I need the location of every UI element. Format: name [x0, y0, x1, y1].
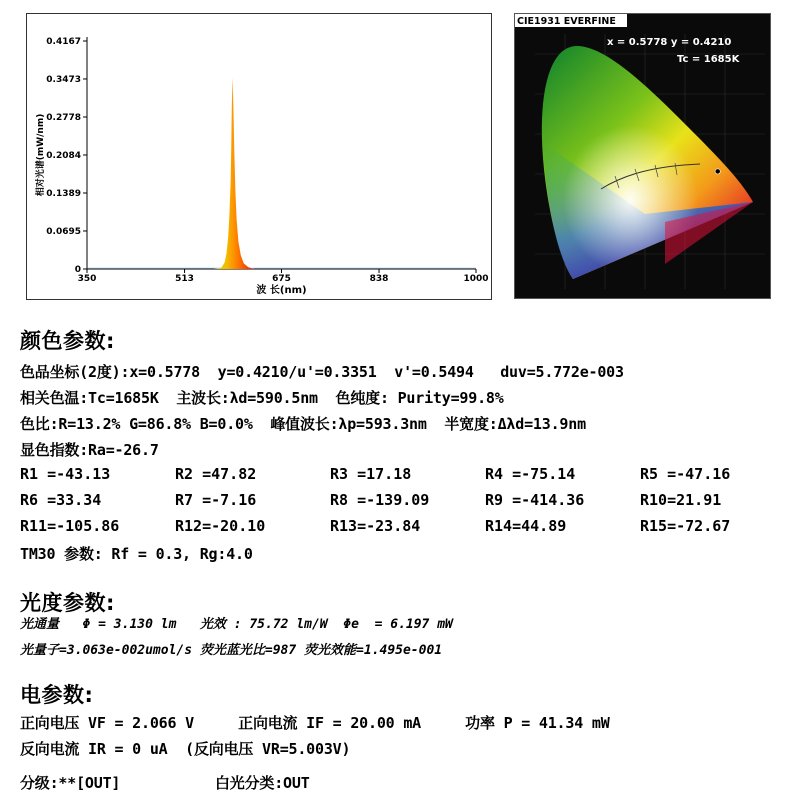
ri-value: R7 =-7.16 [175, 491, 257, 509]
ri-value: R4 =-75.14 [485, 465, 576, 483]
ri-row [20, 461, 795, 487]
spectrum-peak-area [213, 78, 255, 270]
ri-value: R8 =-139.09 [330, 491, 430, 509]
photometric-params-title: 光度参数: [20, 591, 115, 615]
ri-row [20, 487, 795, 513]
y-tick-label: 0 [74, 265, 81, 275]
cie-diagram-panel [514, 13, 771, 299]
ri-row [20, 513, 795, 539]
y-tick-label: 0.2084 [46, 150, 81, 161]
ri-value: R13=-23.84 [330, 517, 421, 535]
forward-electrical-line: 正向电压 VF = 2.066 V 正向电流 IF = 20.00 mA 功率 P = 41.34 mW [20, 714, 610, 732]
x-tick-label: 350 [77, 274, 97, 284]
x-tick-label: 1000 [463, 274, 489, 284]
ri-value: R1 =-43.13 [20, 465, 111, 483]
x-tick-label: 838 [369, 274, 389, 284]
chromaticity-line: 色品坐标(2度):x=0.5778 y=0.4210/u'=0.3351 v'=0.5494 duv=5.772e-003 [20, 363, 624, 381]
ri-values-table [20, 461, 795, 539]
ri-value: R10=21.91 [640, 491, 722, 509]
chromaticity-point [715, 169, 720, 174]
grade-label: 分级:**[OUT] [20, 774, 121, 792]
cri-line: 显色指数:Ra=-26.7 [20, 441, 159, 459]
color-ratio-line: 色比:R=13.2% G=86.8% B=0.0% 峰值波长:λp=593.3nm 半宽度:Δλd=13.9nm [20, 415, 586, 433]
spectrum-chart [27, 14, 491, 299]
cct-line: 相关色温:Tc=1685K 主波长:λd=590.5nm 色纯度: Purity=99.8% [20, 389, 504, 407]
ri-value: R15=-72.67 [640, 517, 731, 535]
ri-value: R9 =-414.36 [485, 491, 585, 509]
y-axis-label: 相对光谱(mW/nm) [36, 113, 46, 197]
y-tick-label: 0.3473 [46, 74, 81, 85]
reverse-electrical-line: 反向电流 IR = 0 uA (反向电压 VR=5.003V) [20, 740, 351, 758]
white-class-label: 白光分类:OUT [215, 774, 310, 792]
photon-flux-line: 光量子=3.063e-002umol/s 荧光蓝光比=987 荧光效能=1.495e-001 [20, 643, 443, 658]
y-tick-label: 0.0695 [46, 226, 81, 237]
ri-value: R11=-105.86 [20, 517, 120, 535]
ri-value: R2 =47.82 [175, 465, 257, 483]
ri-value: R3 =17.18 [330, 465, 412, 483]
electrical-params-title: 电参数: [20, 683, 94, 707]
x-axis-label: 波 长(nm) [256, 285, 307, 296]
cie-xy-readout: x = 0.5778 y = 0.4210 [607, 37, 732, 48]
x-tick-label: 675 [272, 274, 291, 284]
y-tick-label: 0.2778 [46, 113, 81, 123]
luminous-flux-line: 光通量 Φ = 3.130 lm 光效 : 75.72 lm/W Φe = 6.197 mW [20, 617, 453, 632]
y-tick-label: 0.1389 [46, 189, 81, 199]
tm30-line: TM30 参数: Rf = 0.3, Rg:4.0 [20, 545, 253, 563]
ri-value: R6 =33.34 [20, 491, 102, 509]
cie-diagram [515, 14, 770, 298]
cie-cct-readout: Tc = 1685K [677, 54, 740, 65]
color-params-title: 颜色参数: [20, 329, 115, 353]
cie-title: CIE1931 EVERFINE [517, 16, 616, 27]
ri-value: R5 =-47.16 [640, 465, 731, 483]
x-tick-label: 513 [175, 274, 194, 284]
y-tick-label: 0.4167 [46, 37, 81, 47]
ri-value: R14=44.89 [485, 517, 567, 535]
ri-value: R12=-20.10 [175, 517, 266, 535]
spectrum-chart-panel [26, 13, 492, 300]
